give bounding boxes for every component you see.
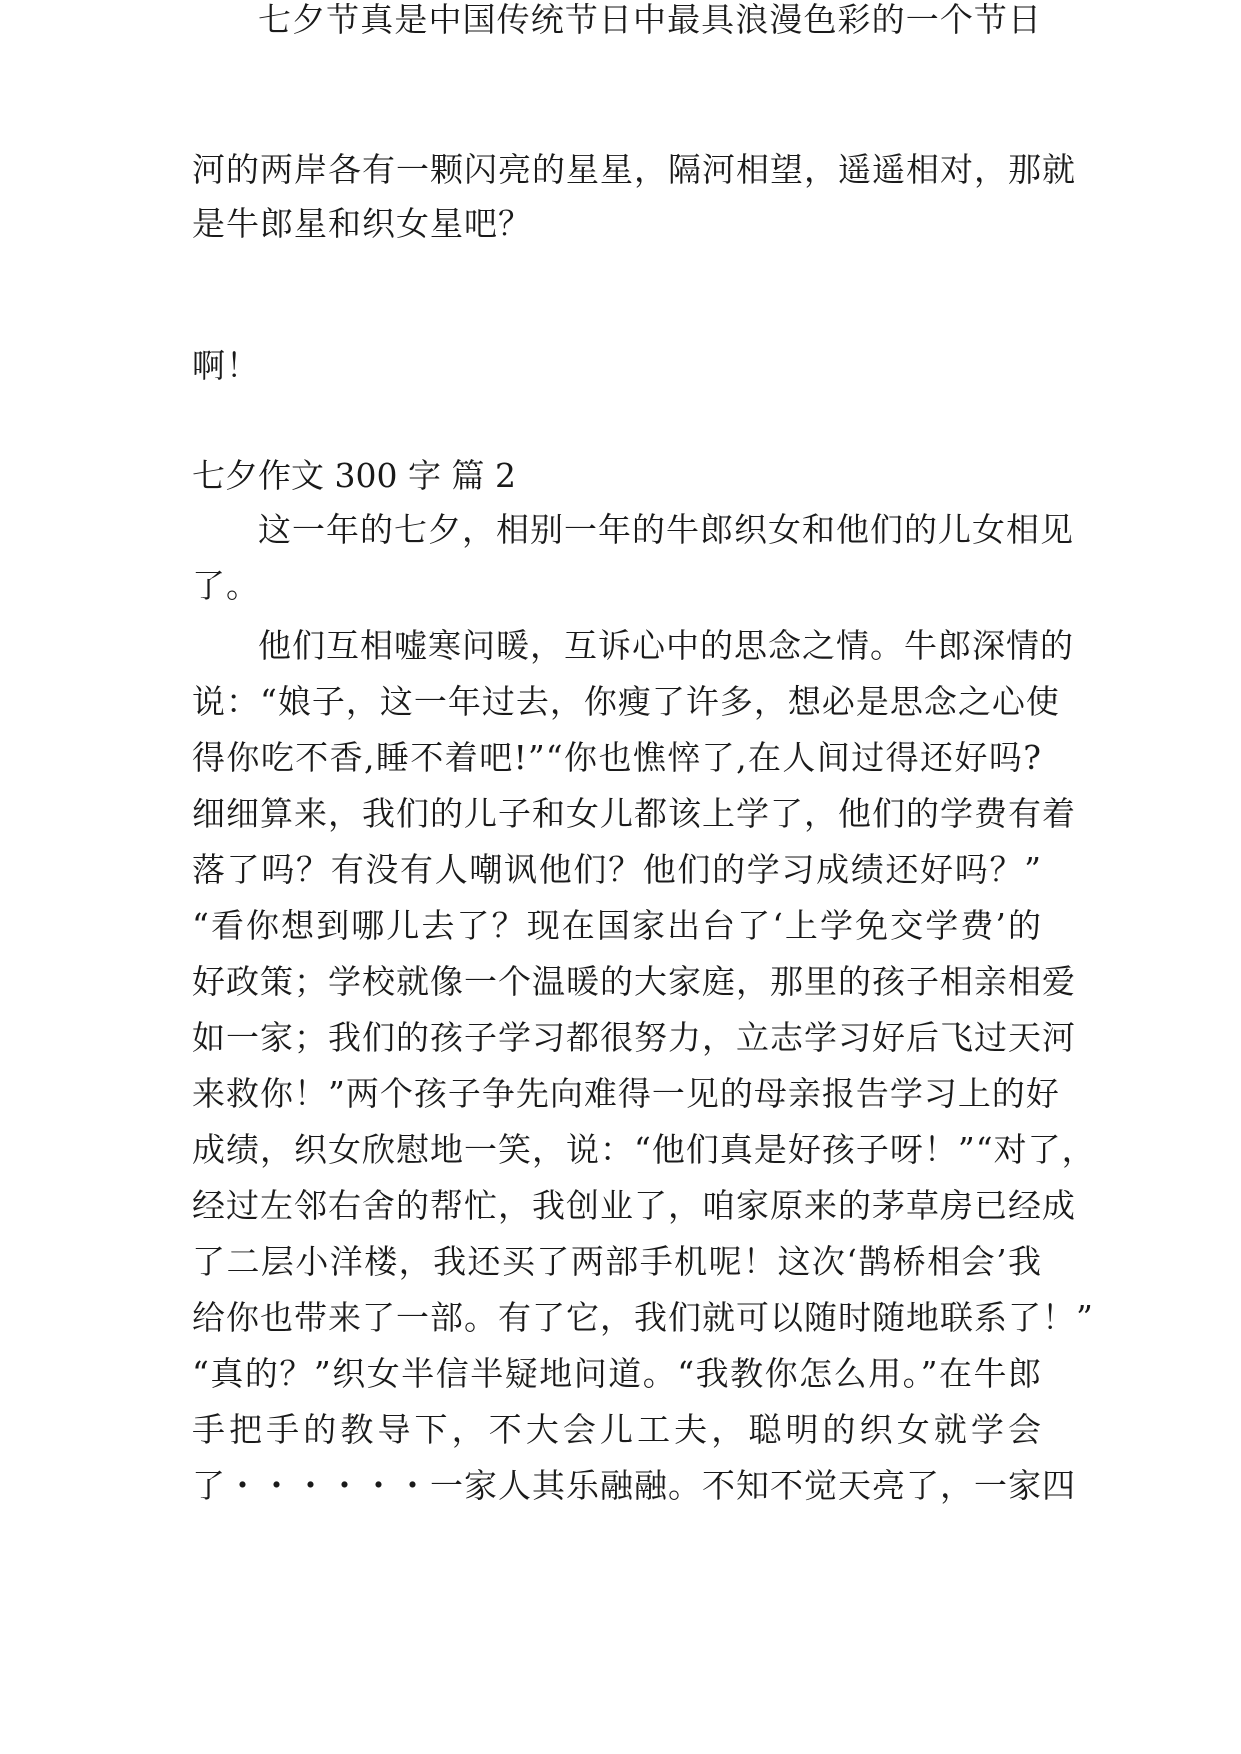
text-line: 成绩，织女欣慰地一笑，说：“他们真是好孩子呀！”“对了，: [192, 1130, 1096, 1169]
text-line: 细细算来，我们的儿子和女儿都该上学了，他们的学费有着: [192, 794, 1076, 833]
text-line: 了・・・・・・一家人其乐融融。不知不觉天亮了，一家四: [192, 1466, 1076, 1505]
text-line: 得你吃不香,睡不着吧!”“你也憔悴了,在人间过得还好吗?: [192, 738, 1042, 777]
text-line: 说：“娘子，这一年过去，你瘦了许多，想必是思念之心使: [192, 682, 1060, 721]
text-line: 河的两岸各有一颗闪亮的星星，隔河相望，遥遥相对，那就: [192, 150, 1076, 189]
text-line: 了二层小洋楼，我还买了两部手机呢！这次‘鹊桥相会’我: [192, 1242, 1042, 1281]
paragraph-first-line: 他们互相嘘寒问暖，互诉心中的思念之情。牛郎深情的: [258, 626, 1074, 665]
text-line: 手把手的教导下，不大会儿工夫，聪明的织女就学会: [192, 1410, 1042, 1449]
paragraph-first-line: 这一年的七夕，相别一年的牛郎织女和他们的儿女相见: [258, 510, 1074, 549]
text-line: 好政策；学校就像一个温暖的大家庭，那里的孩子相亲相爱: [192, 962, 1076, 1001]
paragraph-first-line: 七夕节真是中国传统节日中最具浪漫色彩的一个节日: [258, 0, 1042, 39]
text-line: 经过左邻右舍的帮忙，我创业了，咱家原来的茅草房已经成: [192, 1186, 1076, 1225]
text-line: 如一家；我们的孩子学习都很努力，立志学习好后飞过天河: [192, 1018, 1076, 1057]
text-line: 是牛郎星和织女星吧？: [192, 204, 532, 243]
text-line: 来救你！”两个孩子争先向难得一见的母亲报告学习上的好: [192, 1074, 1060, 1113]
text-line: 了。: [192, 566, 260, 605]
text-line: “真的？”织女半信半疑地问道。“我教你怎么用。”在牛郎: [192, 1354, 1042, 1393]
text-line: “看你想到哪儿去了？现在国家出台了‘上学免交学费’的: [192, 906, 1042, 945]
section-heading: 七夕作文 300 字 篇 2: [192, 456, 516, 495]
text-line: 给你也带来了一部。有了它，我们就可以随时随地联系了！”: [192, 1298, 1094, 1337]
text-line: 落了吗？有没有人嘲讽他们？他们的学习成绩还好吗？”: [192, 850, 1042, 889]
text-line: 啊！: [192, 346, 260, 385]
